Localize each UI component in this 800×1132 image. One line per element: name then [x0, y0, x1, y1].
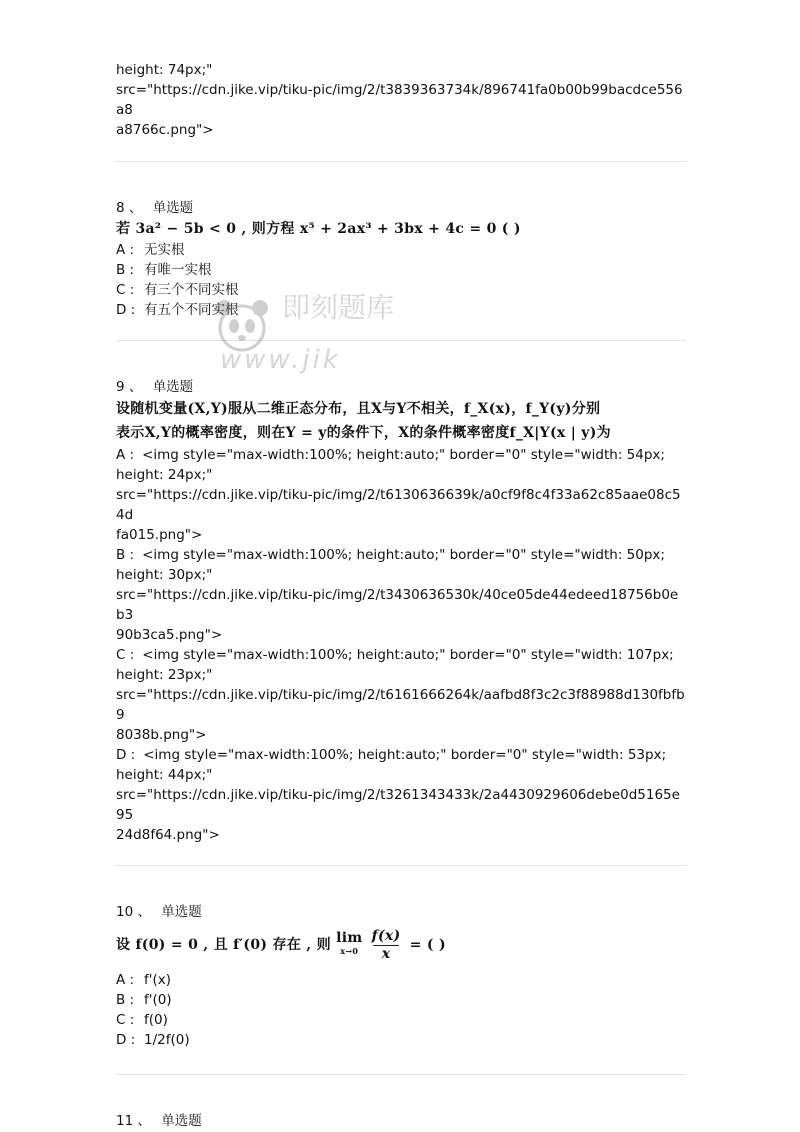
fraction: [372, 929, 401, 962]
options-list: [116, 445, 686, 845]
option-text: src="https://cdn.jike.vip/tiku-pic/img/2/t6161666264k/aafbd8f3c2c3f88988d130fbfb9: [116, 687, 685, 723]
question-type: 单选题: [161, 1113, 202, 1129]
question-type: 单选题: [161, 904, 202, 920]
option-key: C :: [116, 1012, 135, 1028]
option-text: 90b3ca5.png">: [116, 627, 223, 643]
question-type: 单选题: [152, 200, 194, 216]
option-b[interactable]: [116, 545, 686, 645]
question-divider: [116, 340, 686, 341]
option-b[interactable]: [116, 260, 686, 280]
option-text: 有唯一实根: [144, 262, 212, 278]
question-number: 8 、: [116, 200, 143, 216]
question-divider: [116, 1074, 686, 1075]
question-stem-line: 设随机变量(X,Y)服从二维正态分布，且X与Y不相关，f_X(x)，f_Y(y)分别: [116, 401, 601, 417]
fraction-denominator: x: [381, 945, 391, 962]
option-text: src="https://cdn.jike.vip/tiku-pic/img/2/t3430636530k/40ce05de44edeed18756b0eb3: [116, 587, 679, 623]
option-key: B :: [116, 547, 135, 563]
option-text: <img style="max-width:100%; height:auto;" border="0" style="width: 50px;: [142, 547, 665, 563]
option-c[interactable]: [116, 1010, 686, 1030]
option-b[interactable]: [116, 990, 686, 1010]
option-key: A :: [116, 972, 135, 988]
option-key: A :: [116, 447, 135, 463]
option-d[interactable]: [116, 745, 686, 845]
question-11: [116, 1111, 686, 1131]
fragment-line: a8766c.png">: [116, 122, 214, 138]
option-text: height: 23px;": [116, 667, 213, 683]
question-stem: [116, 924, 686, 966]
fragment-line: height: 74px;": [116, 62, 213, 78]
question-10: [116, 902, 686, 1050]
options-list: [116, 970, 686, 1050]
question-number: 10 、: [116, 904, 151, 920]
option-key: D :: [116, 1032, 136, 1048]
watermark-url: www.jik: [220, 345, 341, 375]
question-divider: [116, 161, 686, 162]
option-d[interactable]: [116, 291, 686, 324]
question-9: [116, 377, 686, 845]
question-header: [116, 377, 686, 397]
question-header: [116, 198, 686, 218]
option-text: f(0): [144, 1012, 168, 1028]
option-key: D :: [116, 747, 136, 763]
option-text: src="https://cdn.jike.vip/tiku-pic/img/2/t3261343433k/2a4430929606debe0d5165e95: [116, 787, 680, 823]
option-d[interactable]: [116, 1030, 686, 1050]
option-text: fa015.png">: [116, 527, 203, 543]
option-c[interactable]: [116, 645, 686, 745]
option-text: <img style="max-width:100%; height:auto;" border="0" style="width: 53px;: [143, 747, 667, 763]
previous-question-fragment: [116, 60, 686, 140]
option-a[interactable]: [116, 445, 686, 545]
question-type: 单选题: [152, 379, 194, 395]
option-text: <img style="max-width:100%; height:auto;" border="0" style="width: 54px;: [142, 447, 665, 463]
option-text: 8038b.png">: [116, 727, 207, 743]
question-stem-line: 表示X,Y的概率密度，则在Y = y的条件下，X的条件概率密度f_X|Y(x | y)为: [116, 425, 611, 441]
question-number: 9 、: [116, 379, 143, 395]
fraction-numerator: f(x): [371, 927, 401, 944]
lim-word: lim: [336, 930, 363, 946]
option-text: height: 44px;": [116, 767, 213, 783]
option-text: 有三个不同实根: [144, 282, 239, 298]
question-divider: [116, 865, 686, 866]
option-key: D :: [116, 302, 136, 318]
option-text: height: 24px;": [116, 467, 213, 483]
option-key: B :: [116, 262, 135, 278]
option-text: height: 30px;": [116, 567, 213, 583]
option-key: A :: [116, 242, 135, 258]
lim-subscript: x→0: [340, 946, 359, 956]
option-text: src="https://cdn.jike.vip/tiku-pic/img/2/t6130636639k/a0cf9f8c4f33a62c85aae08c54d: [116, 487, 681, 523]
fragment-line: src="https://cdn.jike.vip/tiku-pic/img/2/t3839363734k/896741fa0b00b99bacdce556a8: [116, 82, 683, 118]
question-number: 11 、: [116, 1113, 151, 1129]
option-c[interactable]: [116, 280, 686, 300]
option-text: 1/2f(0): [144, 1032, 190, 1048]
question-stem: 若 3a² − 5b < 0 , 则方程 x⁵ + 2ax³ + 3bx + 4c = 0 ( ): [116, 221, 521, 237]
watermark-text: 即刻题库: [282, 291, 395, 324]
option-text: 无实根: [144, 242, 185, 258]
option-text: f'(x): [144, 972, 171, 988]
question-header: [116, 1111, 686, 1131]
stem-text: = ( ): [409, 937, 446, 953]
option-a[interactable]: [116, 240, 686, 260]
stem-text: 设 f(0) = 0 , 且 f′(0) 存在 , 则: [116, 937, 331, 953]
option-key: C :: [116, 647, 135, 663]
option-key: B :: [116, 992, 135, 1008]
options-list: [116, 240, 686, 324]
option-text: <img style="max-width:100%; height:auto;" border="0" style="width: 107px;: [142, 647, 674, 663]
option-a[interactable]: [116, 970, 686, 990]
option-text: 24d8f64.png">: [116, 827, 220, 843]
option-text: 有五个不同实根: [144, 302, 239, 318]
document-page: [116, 60, 686, 1131]
option-key: C :: [116, 282, 135, 298]
option-text: f'(0): [144, 992, 172, 1008]
question-8: [116, 198, 686, 324]
limit-operator: [336, 932, 362, 958]
question-header: [116, 902, 686, 922]
